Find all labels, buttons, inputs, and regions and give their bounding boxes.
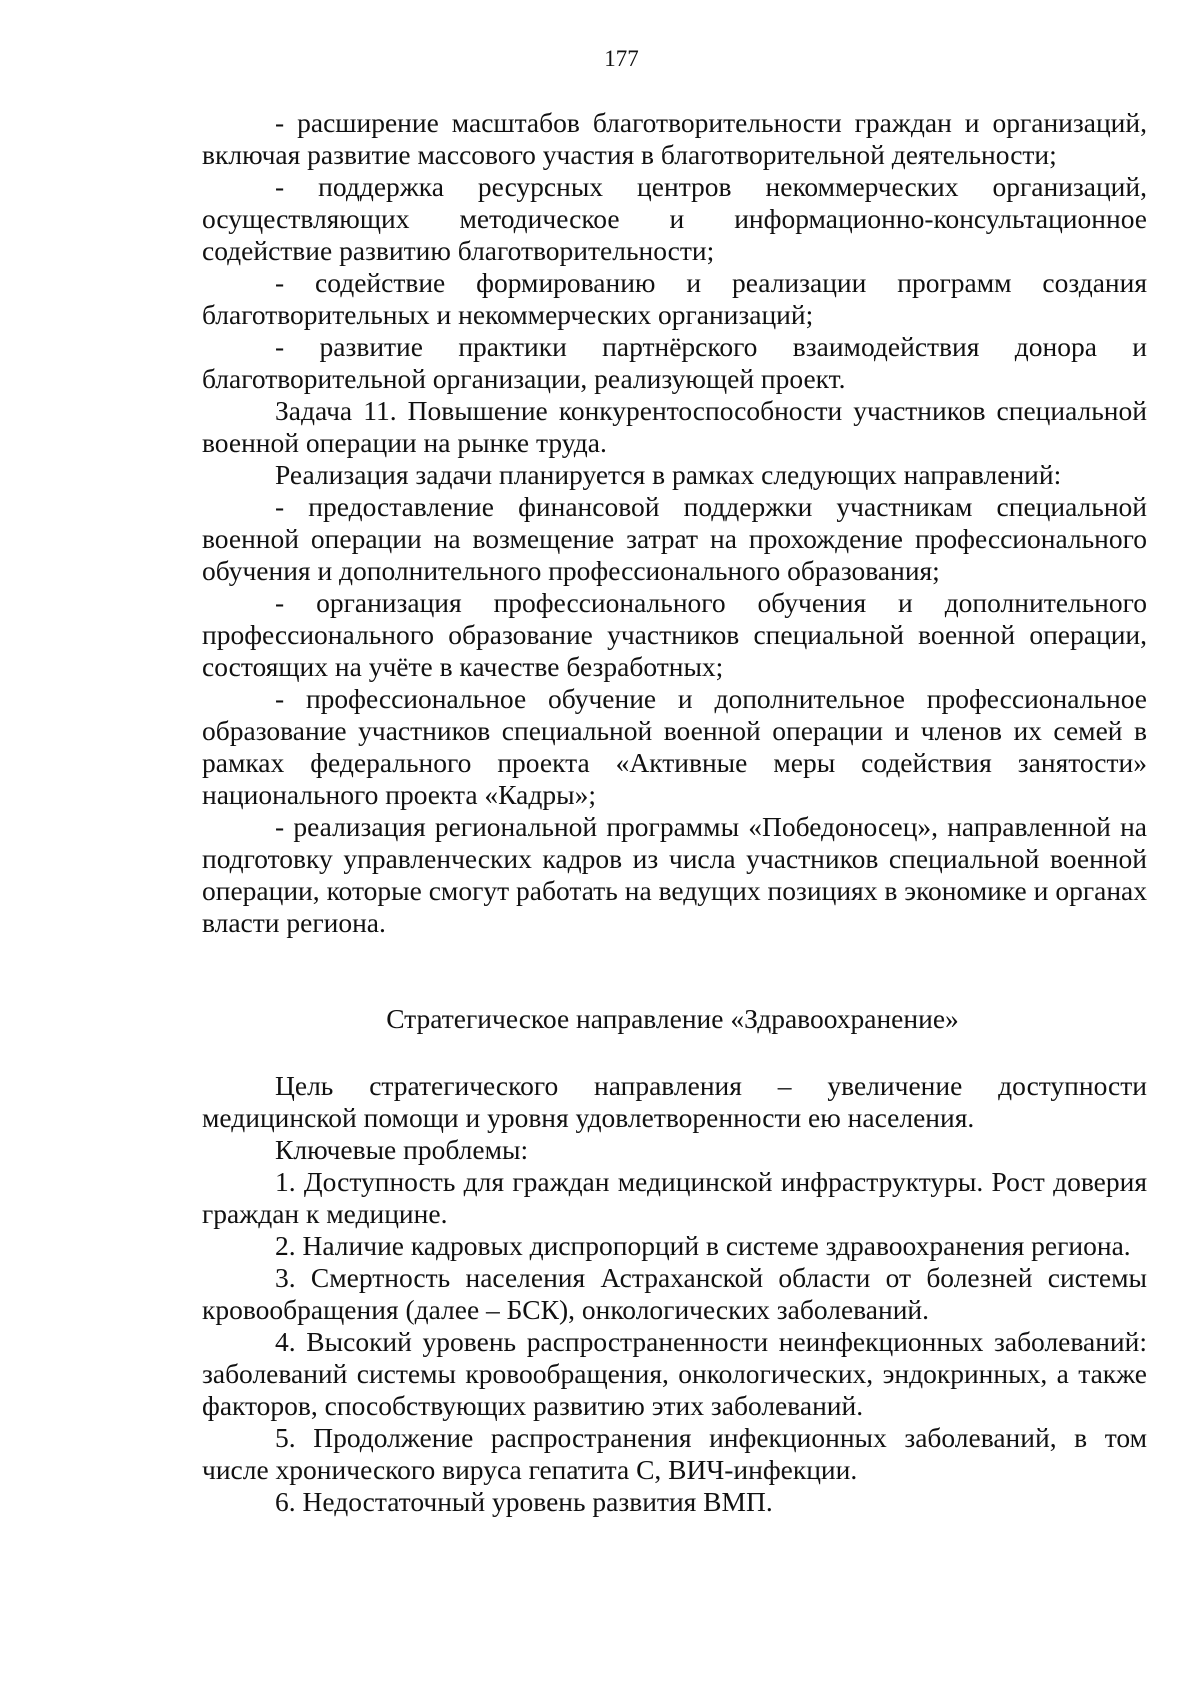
body-text-section-1 xyxy=(202,107,1147,939)
paragraph: - предоставление финансовой поддержки участникам специальной военной операции на возмещение затрат на прохождение профессионального обучения и дополнительного профессионального образования; xyxy=(202,491,1147,586)
paragraph: 6. Недостаточный уровень развития ВМП. xyxy=(275,1486,773,1517)
paragraph: - профессиональное обучение и дополнительное профессиональное образование участников специальной военной операции и членов их семей в рамках федерального проекта «Активные меры содействия занятости» национального проекта «Кадры»; xyxy=(202,683,1147,810)
paragraph: 4. Высокий уровень распространенности неинфекционных заболеваний: заболеваний системы кровообращения, онкологических, эндокринных, а также факторов, способствующих развитию этих заболеваний. xyxy=(202,1326,1147,1421)
paragraph: Задача 11. Повышение конкурентоспособности участников специальной военной операции на рынке труда. xyxy=(202,395,1147,458)
paragraph: 3. Смертность населения Астраханской области от болезней системы кровообращения (далее – БСК), онкологических заболеваний. xyxy=(202,1262,1147,1325)
body-text-section-2 xyxy=(202,1070,1147,1518)
paragraph: 5. Продолжение распространения инфекционных заболеваний, в том числе хронического вируса гепатита С, ВИЧ-инфекции. xyxy=(202,1422,1147,1485)
page-number: 177 xyxy=(604,46,639,71)
paragraph: - расширение масштабов благотворительности граждан и организаций, включая развитие массового участия в благотворительной деятельности; xyxy=(202,107,1147,170)
paragraph: Реализация задачи планируется в рамках следующих направлений: xyxy=(275,459,1062,490)
paragraph: Ключевые проблемы: xyxy=(275,1134,529,1165)
paragraph: Цель стратегического направления – увеличение доступности медицинской помощи и уровня удовлетворенности ею населения. xyxy=(202,1070,1147,1133)
paragraph: - содействие формированию и реализации программ создания благотворительных и некоммерческих организаций; xyxy=(202,267,1147,330)
section-heading: Стратегическое направление «Здравоохранение» xyxy=(386,1003,959,1034)
paragraph: - поддержка ресурсных центров некоммерческих организаций, осуществляющих методическое и информационно-консультационное содействие развитию благотворительности; xyxy=(202,171,1147,266)
paragraph: 2. Наличие кадровых диспропорций в системе здравоохранения региона. xyxy=(275,1230,1131,1261)
paragraph: 1. Доступность для граждан медицинской инфраструктуры. Рост доверия граждан к медицине. xyxy=(202,1166,1147,1229)
paragraph: - организация профессионального обучения и дополнительного профессионального образование участников специальной военной операции, состоящих на учёте в качестве безработных; xyxy=(202,587,1147,682)
paragraph: - развитие практики партнёрского взаимодействия донора и благотворительной организации, реализующей проект. xyxy=(202,331,1147,394)
paragraph: - реализация региональной программы «Победоносец», направленной на подготовку управленческих кадров из числа участников специальной военной операции, которые смогут работать на ведущих позициях в экономике и органах власти региона. xyxy=(202,811,1147,938)
